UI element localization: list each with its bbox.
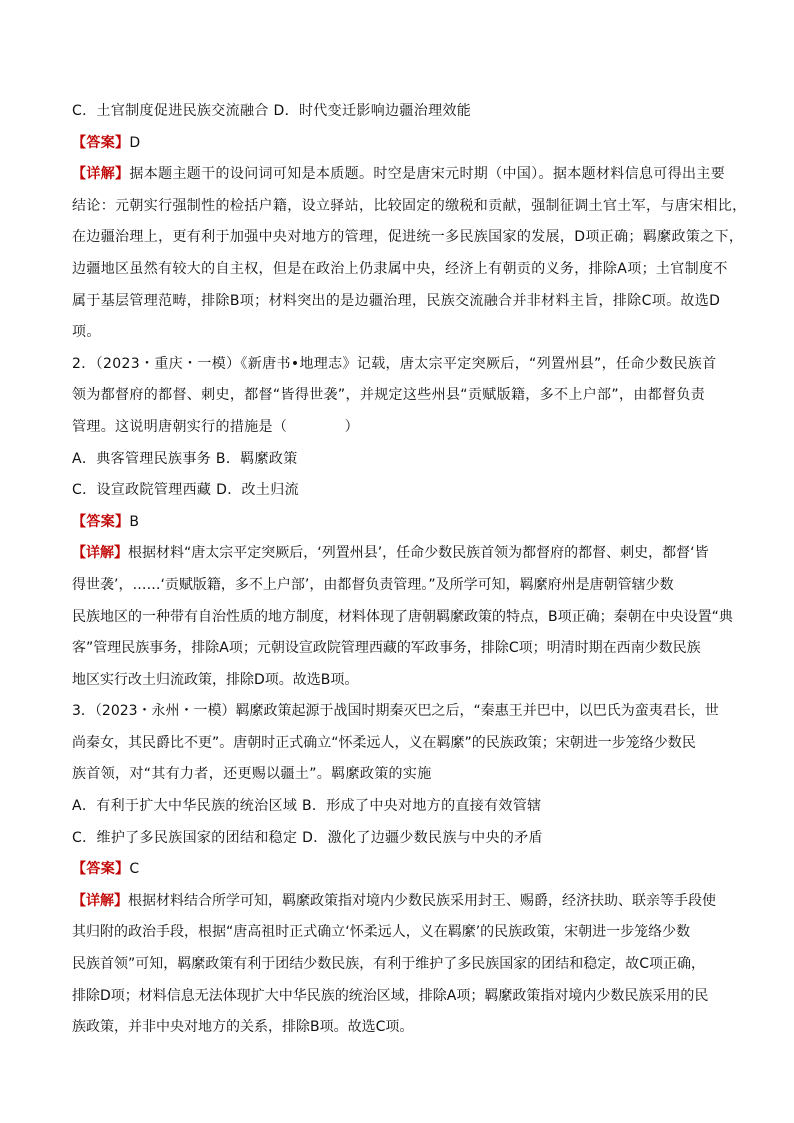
q3-detail-line-2: 民族首领”可知，羁縻政策有利于团结少数民族，有利于维护了多民族国家的团结和稳定，故C项正确， bbox=[72, 956, 706, 973]
q3-detail-line-4: 族政策，并非中央对地方的关系，排除B项。故选C项。 bbox=[72, 1019, 414, 1036]
detail-tag: 【详解】 bbox=[72, 166, 130, 183]
q3-answer bbox=[72, 854, 724, 886]
q2-stem-line-0: 2．（2023・重庆・一模）《新唐书•地理志》记载，唐太宗平定突厥后，“列置州县”，任命少数民族首 bbox=[72, 355, 717, 372]
document-page bbox=[72, 96, 747, 1044]
detail-tag: 【详解】 bbox=[72, 545, 128, 562]
q1-detail-line-1: 结论：元朝实行强制性的检括户籍，设立驿站，比较固定的缴税和贡献，强制征调土官土军，与唐宋相比， bbox=[72, 197, 747, 214]
q2-detail-line-0: 【详解】根据材料“唐太宗平定突厥后，‘列置州县’，任命少数民族首领为都督府的都督、刺史，都督‘皆 bbox=[72, 545, 709, 562]
q2-stem-line-2: 管理。这说明唐朝实行的措施是（ ） bbox=[72, 418, 359, 435]
q3-stem-line-1: 尚秦女，其民爵比不更”。唐朝时正式确立“怀柔远人，义在羁縻”的民族政策；宋朝进一步笼络少数民 bbox=[72, 734, 696, 751]
q1-detail-line-3: 边疆地区虽然有较大的自主权，但是在政治上仍隶属中央，经济上有朝贡的义务，排除A项；土官制度不 bbox=[72, 260, 728, 277]
q2-detail-line-4: 地区实行改土归流政策，排除D项。故选B项。 bbox=[72, 671, 359, 688]
q1-detail-line-5: 项。 bbox=[72, 324, 101, 341]
answer-value: C bbox=[129, 861, 140, 878]
q3-detail-line-0: 【详解】根据材料结合所学可知，羁縻政策指对境内少数民族采用封王、赐爵，经济扶助、联亲等手段使 bbox=[72, 892, 716, 909]
answer-tag: 【答案】 bbox=[72, 513, 130, 530]
detail-tag: 【详解】 bbox=[72, 892, 128, 909]
q2-options-ab: A．典客管理民族事务 B．羁縻政策 bbox=[72, 450, 298, 467]
q3-options-cd: C．维护了多民族国家的团结和稳定 D．激化了边疆少数民族与中央的矛盾 bbox=[72, 829, 543, 846]
q1-options-cd: C．土官制度促进民族交流融合 D．时代变迁影响边疆治理效能 bbox=[72, 103, 472, 119]
q1-detail-line-0: 【详解】据本题主题干的设问词可知是本质题。时空是唐宋元时期（中国）。据本题材料信息可得出主要 bbox=[72, 166, 726, 183]
q3-detail-line-3: 排除D项；材料信息无法体现扩大中华民族的统治区域，排除A项；羁縻政策指对境内少数民族采用的民 bbox=[72, 987, 709, 1004]
q1-answer bbox=[72, 128, 724, 160]
answer-tag: 【答案】 bbox=[72, 134, 130, 151]
answer-value: B bbox=[129, 513, 140, 530]
q2-detail-line-2: 民族地区的一种带有自治性质的地方制度，材料体现了唐朝羁縻政策的特点，B项正确；秦朝在中央设置“典 bbox=[72, 608, 733, 625]
q3-detail-line-1: 其归附的政治手段，根据“唐高祖时正式确立‘怀柔远人，义在羁縻’的民族政策，宋朝进一步笼络少数 bbox=[72, 924, 691, 941]
q2-stem-line-1: 领为都督府的都督、刺史，都督“皆得世袭”，并规定这些州县“贡赋版籍，多不上户部”，由都督负责 bbox=[72, 387, 706, 404]
q3-stem-line-0: 3．（2023・永州・一模）羁縻政策起源于战国时期秦灭巴之后，“秦惠王并巴中，以巴氏为蛮夷君长，世 bbox=[72, 703, 719, 720]
q1-detail-line-2: 在边疆治理上，更有利于加强中央对地方的管理，促进统一多民族国家的发展，D项正确；羁縻政策之下， bbox=[72, 229, 744, 246]
q2-detail-line-1: 得世袭’，……‘贡赋版籍，多不上户部’，由都督负责管理。”及所学可知，羁縻府州是唐朝管辖少数 bbox=[72, 576, 674, 593]
answer-value: D bbox=[129, 134, 141, 151]
q2-options-cd: C．设宣政院管理西藏 D．改土归流 bbox=[72, 482, 299, 499]
q3-stem-line-2: 族首领，对“其有力者，还更赐以疆土”。羁縻政策的实施 bbox=[72, 766, 432, 783]
q2-detail-line-3: 客”管理民族事务，排除A项；元朝设宣政院管理西藏的军政事务，排除C项；明清时期在西南少数民族 bbox=[72, 640, 701, 657]
q3-options-ab: A．有利于扩大中华民族的统治区域 B．形成了中央对地方的直接有效管辖 bbox=[72, 798, 542, 815]
q2-answer bbox=[72, 507, 724, 539]
q1-detail-line-4: 属于基层管理范畴，排除B项；材料突出的是边疆治理，民族交流融合并非材料主旨，排除C项。故选D bbox=[72, 292, 721, 309]
answer-tag: 【答案】 bbox=[72, 861, 130, 878]
